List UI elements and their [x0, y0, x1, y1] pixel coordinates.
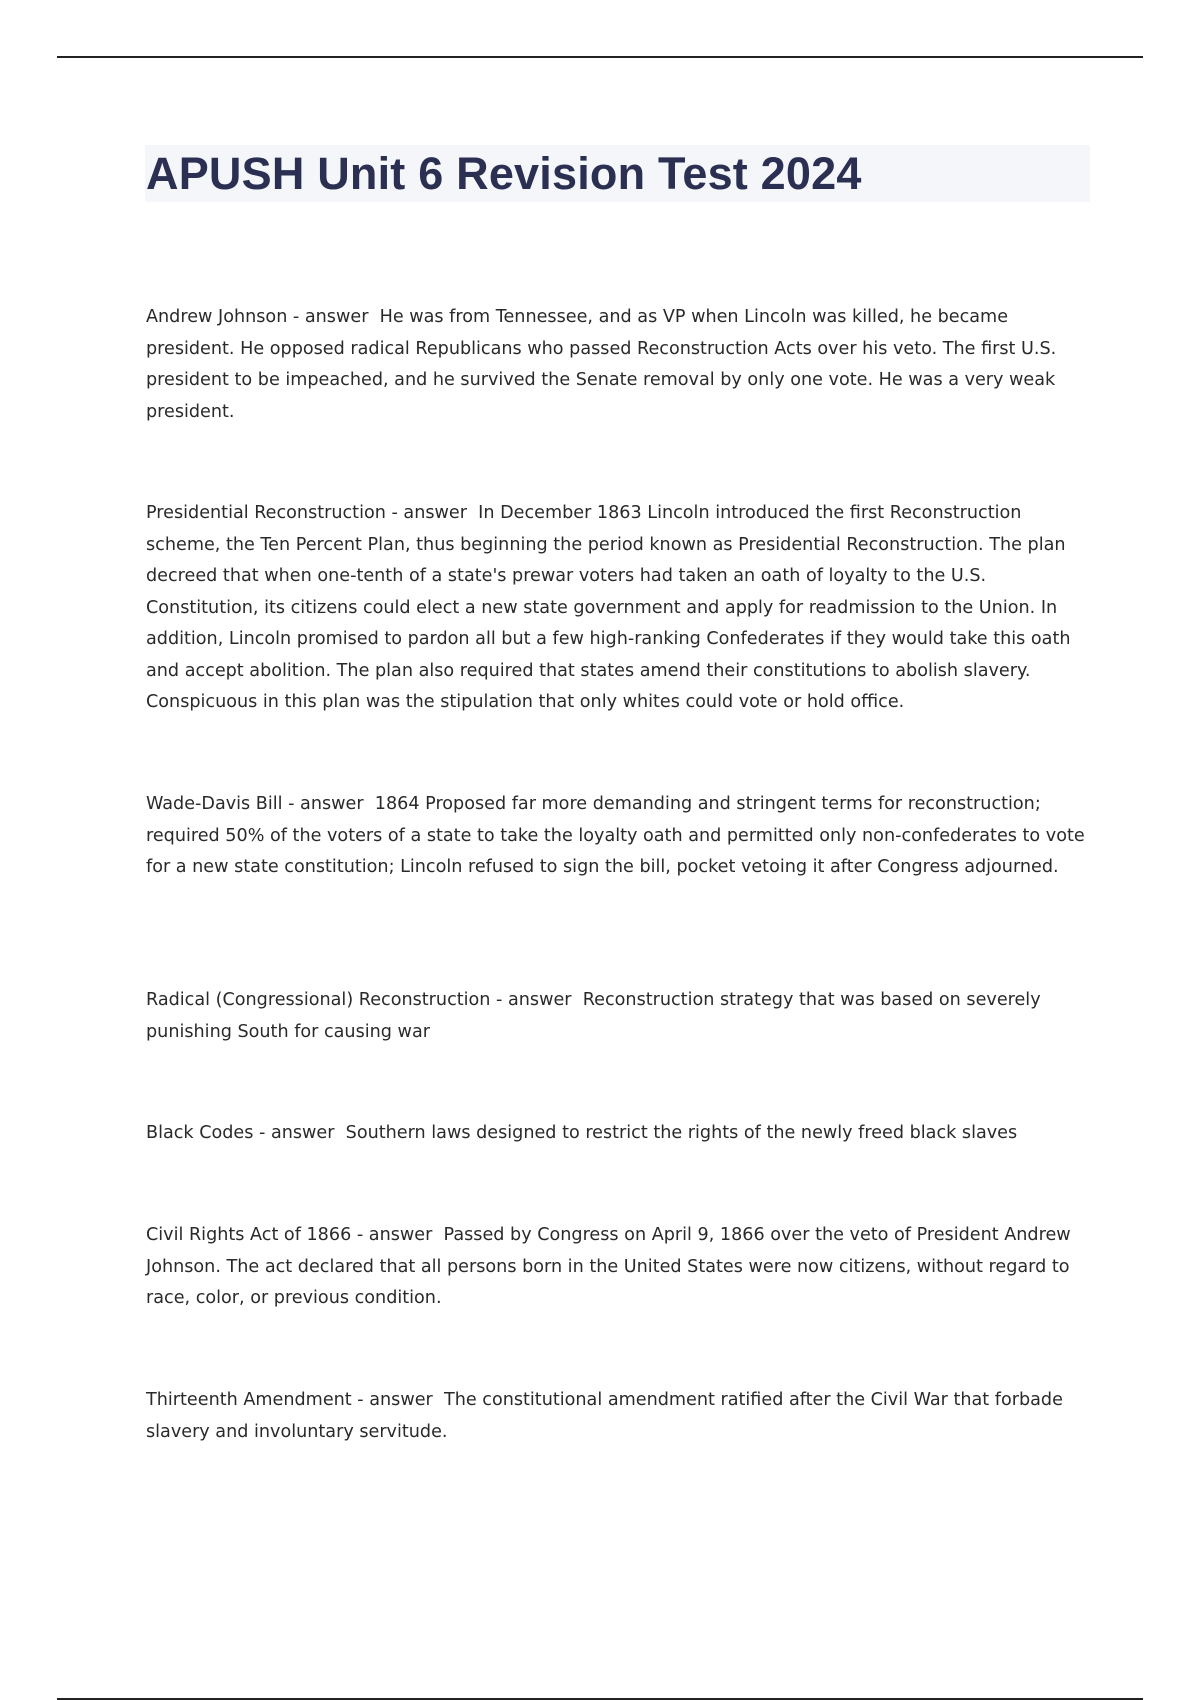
entry-term: Civil Rights Act of 1866: [146, 1225, 352, 1245]
entry-separator: - answer: [253, 1123, 346, 1143]
entry-definition: In December 1863 Lincoln introduced the first Reconstruction scheme, the Ten Percent Plan, thus beginning the period known as Presidential Reconstruction. The plan decreed that when one-tenth of a state's prewar voters had taken an oath of loyalty to the U.S. Constitution, its citizens could elect a new state government and apply for readmission to the Union. In addition, Lincoln promised to pardon all but a few high-ranking Confederates if they would take this oath and accept abolition. The plan also required that states amend their constitutions to abolish slavery. Conspicuous in this plan was the stipulation that only whites could vote or hold office.: [146, 503, 1071, 712]
entry-wade-davis-bill: [146, 789, 1091, 884]
entry-term: Presidential Reconstruction: [146, 503, 386, 523]
entry-civil-rights-act-1866: [146, 1220, 1091, 1315]
entry-presidential-reconstruction: [146, 498, 1091, 719]
entry-term: Radical (Congressional) Reconstruction: [146, 990, 491, 1010]
entry-term: Andrew Johnson: [146, 307, 288, 327]
entry-black-codes: [146, 1118, 1091, 1150]
top-rule: [57, 56, 1143, 58]
entry-separator: - answer: [351, 1225, 444, 1245]
entry-separator: - answer: [287, 307, 380, 327]
document-title: APUSH Unit 6 Revision Test 2024: [146, 148, 862, 199]
entry-thirteenth-amendment: [146, 1385, 1091, 1448]
entry-andrew-johnson: [146, 302, 1091, 428]
entry-definition: He was from Tennessee, and as VP when Lincoln was killed, he became president. He opposed radical Republicans who passed Reconstruction Acts over his veto. The first U.S. president to be impeached, and he survived the Senate removal by only one vote. He was a very weak president.: [146, 307, 1057, 422]
entry-definition: Southern laws designed to restrict the rights of the newly freed black slaves: [345, 1123, 1018, 1143]
entry-definition: 1864 Proposed far more demanding and stringent terms for reconstruction; required 50% of the voters of a state to take the loyalty oath and permitted only non-confederates to vote for a new state constitution; Lincoln refused to sign the bill, pocket vetoing it after Congress adjourned.: [146, 794, 1085, 877]
entry-definition: The constitutional amendment ratified after the Civil War that forbade slavery and involuntary servitude.: [146, 1390, 1063, 1442]
entry-radical-reconstruction: [146, 985, 1091, 1048]
entry-term: Thirteenth Amendment: [146, 1390, 352, 1410]
entry-separator: - answer: [490, 990, 583, 1010]
entry-separator: - answer: [351, 1390, 444, 1410]
entry-definition: Reconstruction strategy that was based on severely punishing South for causing war: [146, 990, 1041, 1042]
entry-separator: - answer: [282, 794, 375, 814]
entry-term: Black Codes: [146, 1123, 254, 1143]
entry-separator: - answer: [385, 503, 479, 523]
entry-term: Wade-Davis Bill: [146, 794, 283, 814]
entry-definition: Passed by Congress on April 9, 1866 over the veto of President Andrew Johnson. The act declared that all persons born in the United States were now citizens, without regard to race, color, or previous condition.: [146, 1225, 1071, 1308]
